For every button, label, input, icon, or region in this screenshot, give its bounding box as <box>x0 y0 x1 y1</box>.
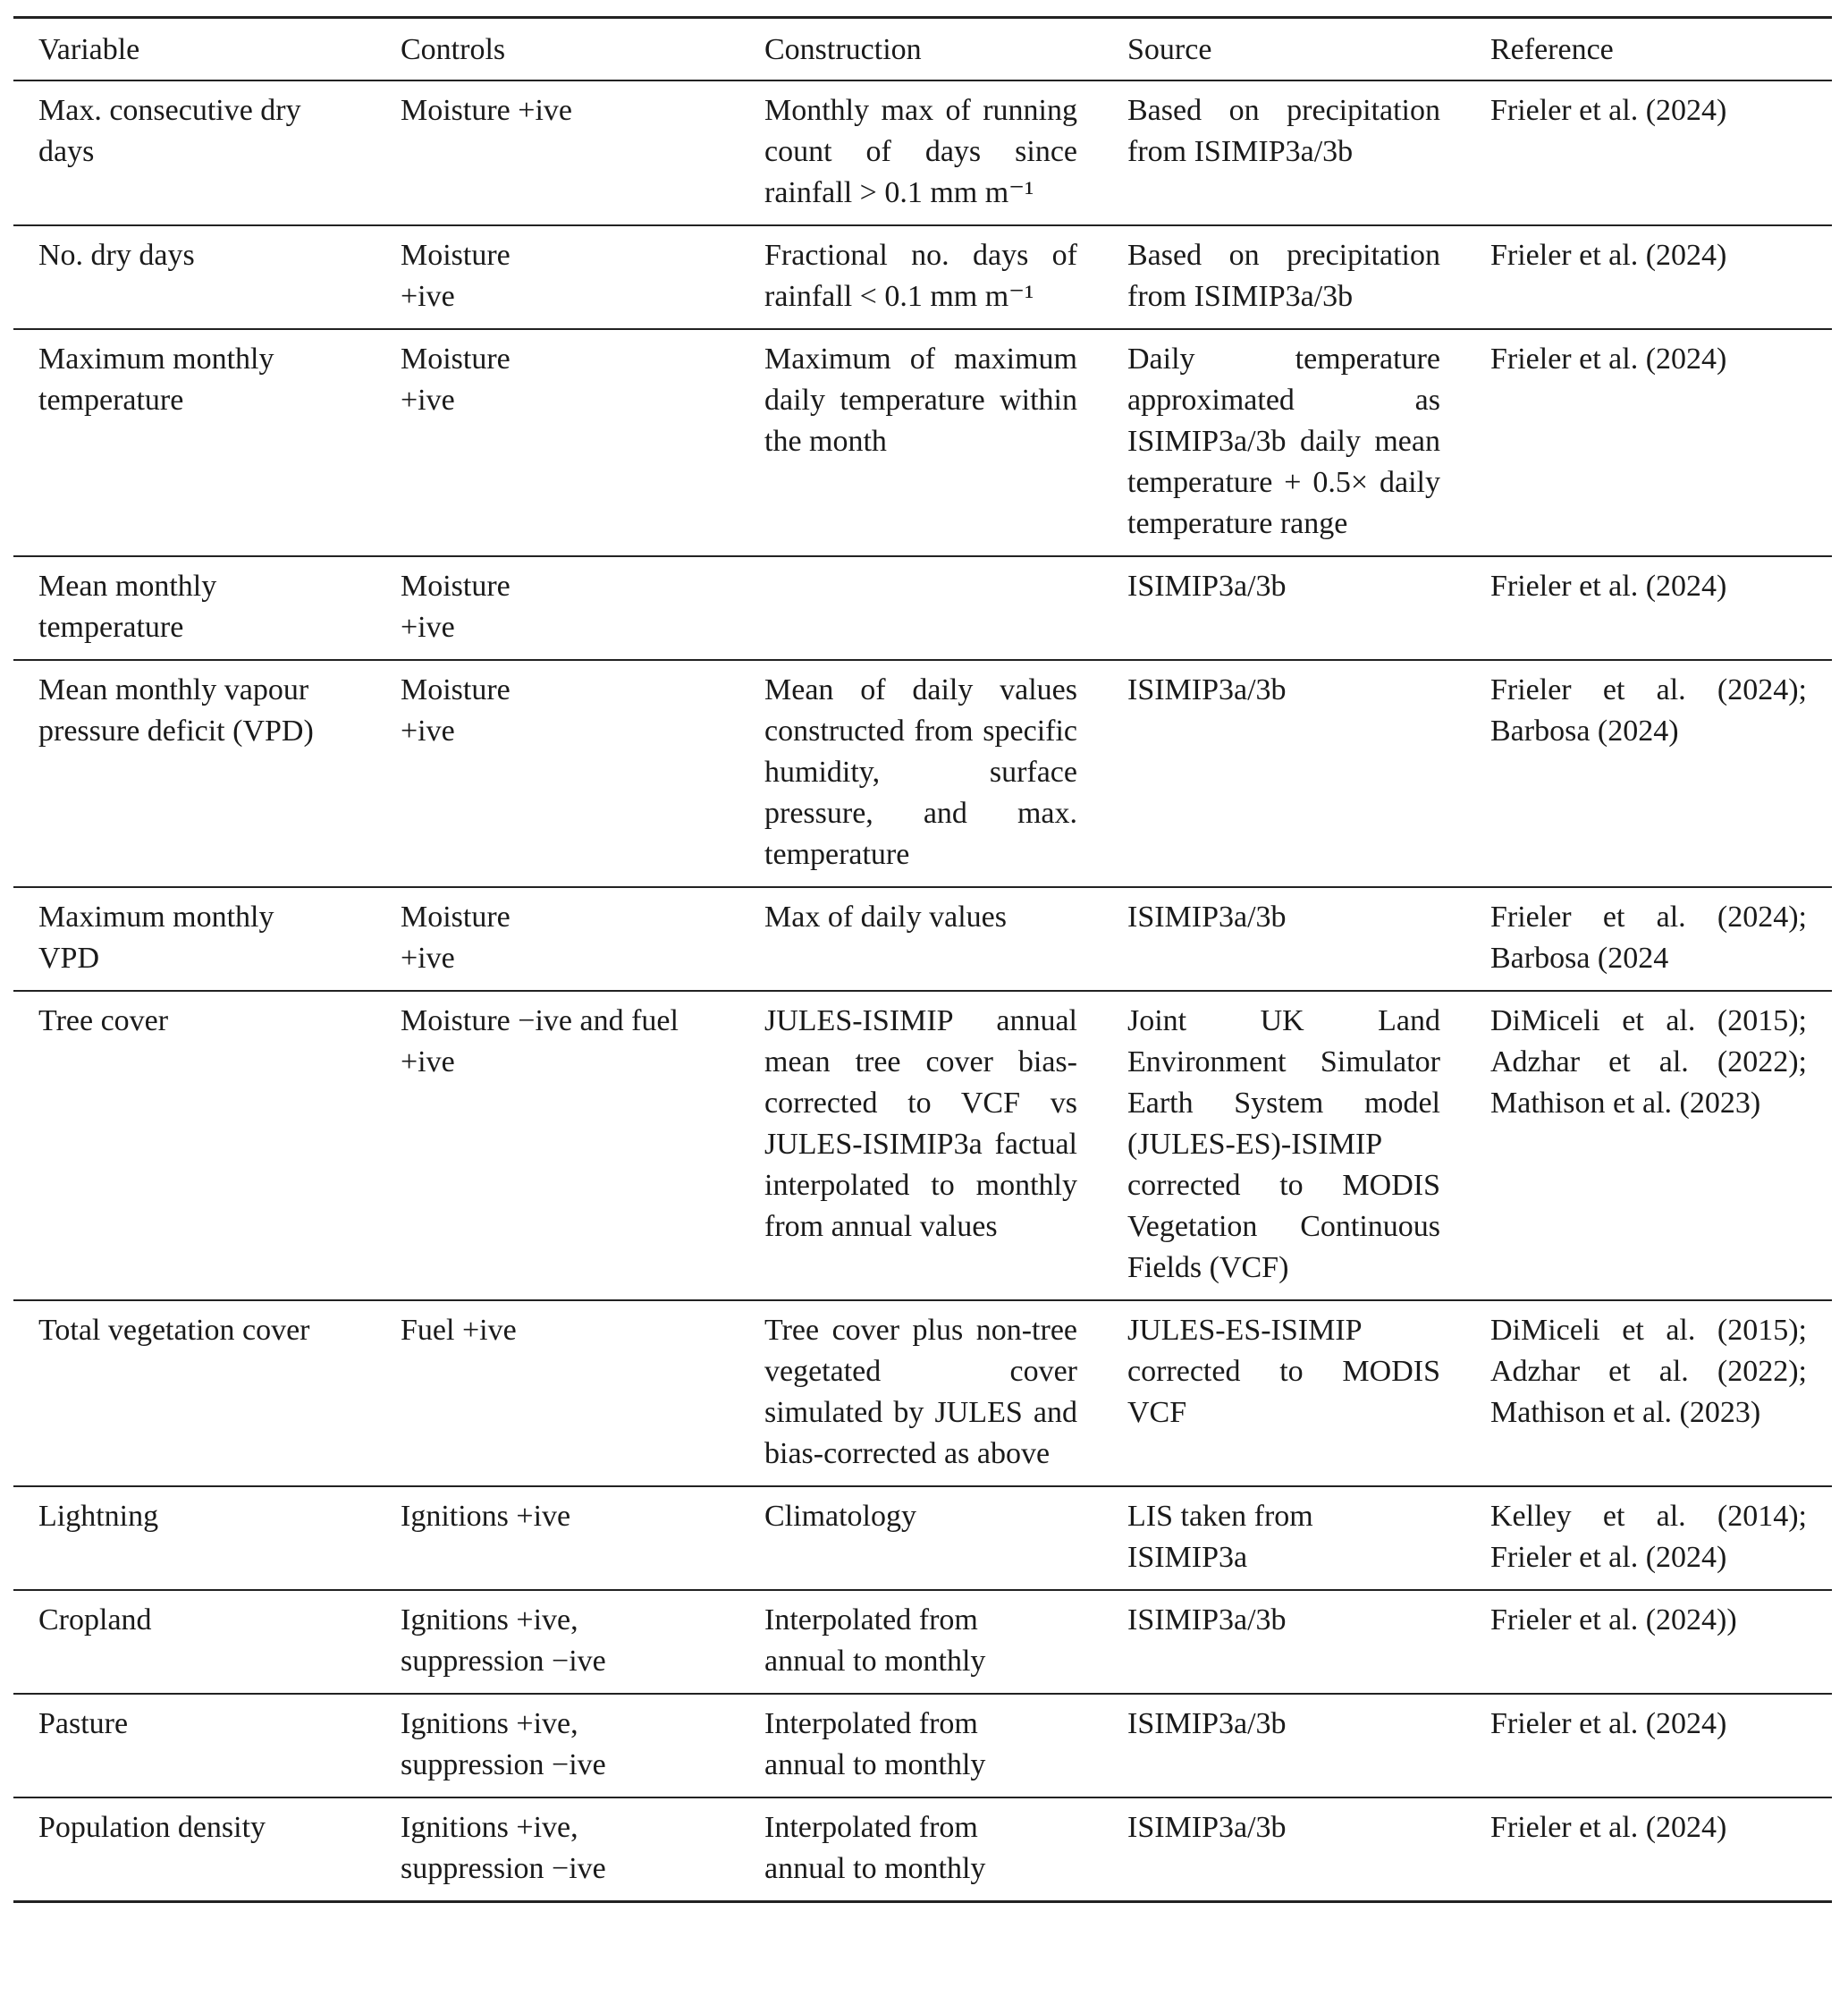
cell-reference: Frieler et al. (2024) <box>1490 1707 1727 1740</box>
table-row <box>13 225 1832 329</box>
cell-source: Daily temperature approximated as ISIMIP3a/3b daily mean temperature + 0.5× daily temperature range <box>1127 343 1440 540</box>
cell-reference: Frieler et al. (2024) <box>1490 239 1727 272</box>
cell-variable: Maximum monthly VPD <box>38 901 274 975</box>
cell-reference: Frieler et al. (2024) <box>1490 570 1727 603</box>
variables-table <box>13 16 1832 1903</box>
table-row <box>13 1300 1832 1486</box>
cell-reference: Frieler et al. (2024)) <box>1490 1603 1737 1637</box>
cell-construction: Interpolated from annual to monthly <box>764 1603 986 1678</box>
cell-construction <box>739 556 1102 660</box>
cell-controls: Moisture −ive and fuel +ive <box>401 1004 679 1078</box>
cell-variable: Max. consecutive dry days <box>38 94 301 168</box>
table-header <box>13 18 1832 81</box>
cell-source: Based on precipitation from ISIMIP3a/3b <box>1127 239 1440 313</box>
table-row <box>13 1590 1832 1694</box>
cell-variable: Maximum monthly temperature <box>38 343 274 417</box>
cell-reference: Frieler et al. (2024) <box>1490 94 1727 127</box>
cell-controls: Moisture +ive <box>401 570 511 644</box>
header-reference: Reference <box>1490 33 1614 66</box>
cell-variable: Population density <box>38 1811 266 1844</box>
cell-source: ISIMIP3a/3b <box>1127 1707 1287 1740</box>
cell-construction: Tree cover plus non-tree vegetated cover simulated by JULES and bias-corrected as above <box>764 1314 1077 1470</box>
cell-controls: Moisture +ive <box>401 901 511 975</box>
cell-construction: Max of daily values <box>764 901 1007 934</box>
cell-source: Based on precipitation from ISIMIP3a/3b <box>1127 94 1440 168</box>
cell-variable: Pasture <box>38 1707 129 1740</box>
table-body <box>13 80 1832 1902</box>
cell-controls: Ignitions +ive, suppression −ive <box>401 1811 606 1885</box>
cell-variable: No. dry days <box>38 239 195 272</box>
cell-source: Joint UK Land Environment Simulator Earth System model (JULES-ES)-ISIMIP corrected to MODIS Vegetation Continuous Fields (VCF) <box>1127 1004 1440 1284</box>
cell-controls: Fuel +ive <box>401 1314 517 1347</box>
cell-source: ISIMIP3a/3b <box>1127 570 1287 603</box>
header-construction: Construction <box>764 33 922 66</box>
header-row <box>13 18 1832 81</box>
table-row <box>13 1694 1832 1797</box>
cell-controls: Ignitions +ive, suppression −ive <box>401 1603 606 1678</box>
cell-reference: Kelley et al. (2014); Frieler et al. (2024) <box>1490 1500 1807 1574</box>
cell-variable: Mean monthly temperature <box>38 570 217 644</box>
table-row <box>13 1797 1832 1902</box>
cell-source: JULES-ES-ISIMIP corrected to MODIS VCF <box>1127 1314 1440 1429</box>
header-controls: Controls <box>401 33 506 66</box>
cell-controls: Ignitions +ive, suppression −ive <box>401 1707 606 1781</box>
cell-source: ISIMIP3a/3b <box>1127 901 1287 934</box>
cell-source: ISIMIP3a/3b <box>1127 1811 1287 1844</box>
cell-construction: Interpolated from annual to monthly <box>764 1707 986 1781</box>
cell-controls: Moisture +ive <box>401 94 572 127</box>
cell-reference: DiMiceli et al. (2015); Adzhar et al. (2022); Mathison et al. (2023) <box>1490 1314 1807 1429</box>
cell-reference: Frieler et al. (2024); Barbosa (2024) <box>1490 673 1807 748</box>
cell-reference: DiMiceli et al. (2015); Adzhar et al. (2022); Mathison et al. (2023) <box>1490 1004 1807 1120</box>
cell-controls: Moisture +ive <box>401 239 511 313</box>
cell-controls: Moisture +ive <box>401 343 511 417</box>
table-row <box>13 887 1832 991</box>
table-row <box>13 660 1832 887</box>
cell-construction: Climatology <box>764 1500 916 1533</box>
cell-controls: Moisture +ive <box>401 673 511 748</box>
cell-reference: Frieler et al. (2024) <box>1490 343 1727 376</box>
cell-construction: Fractional no. days of rainfall < 0.1 mm m⁻¹ <box>764 239 1077 313</box>
cell-reference: Frieler et al. (2024) <box>1490 1811 1727 1844</box>
cell-construction: Maximum of maximum daily temperature within the month <box>764 343 1077 458</box>
cell-variable: Tree cover <box>38 1004 169 1037</box>
cell-variable: Total vegetation cover <box>38 1314 310 1347</box>
table-row <box>13 556 1832 660</box>
table-row <box>13 991 1832 1300</box>
cell-construction: JULES-ISIMIP annual mean tree cover bias-corrected to VCF vs JULES-ISIMIP3a factual interpolated to monthly from annual values <box>764 1004 1077 1243</box>
cell-construction: Mean of daily values constructed from specific humidity, surface pressure, and max. temperature <box>764 673 1077 871</box>
cell-construction: Interpolated from annual to monthly <box>764 1811 986 1885</box>
cell-source: ISIMIP3a/3b <box>1127 673 1287 706</box>
cell-construction: Monthly max of running count of days since rainfall > 0.1 mm m⁻¹ <box>764 94 1077 209</box>
header-source: Source <box>1127 33 1212 66</box>
table-row <box>13 329 1832 556</box>
header-variable: Variable <box>38 33 140 66</box>
table-row <box>13 80 1832 225</box>
cell-source: ISIMIP3a/3b <box>1127 1603 1287 1637</box>
cell-controls: Ignitions +ive <box>401 1500 571 1533</box>
cell-reference: Frieler et al. (2024); Barbosa (2024 <box>1490 901 1807 975</box>
table-row <box>13 1486 1832 1590</box>
cell-variable: Mean monthly vapour pressure deficit (VPD) <box>38 673 314 748</box>
cell-variable: Cropland <box>38 1603 152 1637</box>
cell-source: LIS taken from ISIMIP3a <box>1127 1500 1313 1574</box>
variables-table-container <box>13 16 1832 1903</box>
cell-variable: Lightning <box>38 1500 159 1533</box>
